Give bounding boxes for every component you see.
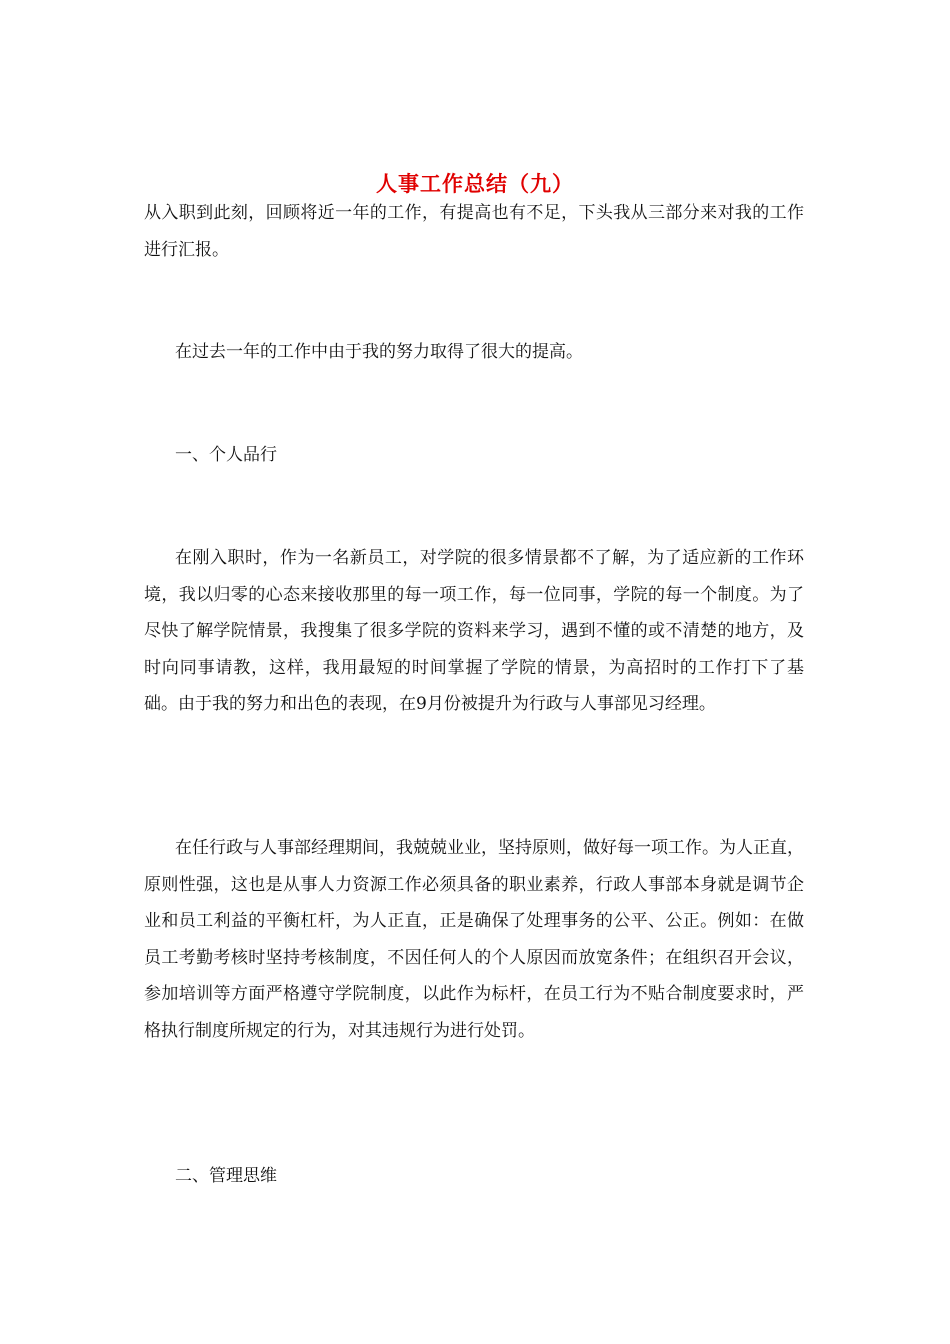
progress-paragraph: 在过去一年的工作中由于我的努力取得了很大的提高。: [175, 342, 583, 362]
manager-tenure-paragraph: 在任行政与人事部经理期间，我兢兢业业，坚持原则，做好每一项工作。为人正直，原则性强，这也是从事人力资源工作必须具备的职业素养，行政人事部本身就是调节企业和员工利益的平衡杠杆，为人正直，正是确保了处理事务的公平、公正。例如：在做员工考勤考核时坚持考核制度，不因任何人的个人原因而放宽条件；在组织召开会议，参加培训等方面严格遵守学院制度，以此作为标杆，在员工行为不贴合制度要求时，严格执行制度所规定的行为，对其违规行为进行处罚。: [144, 838, 804, 1041]
intro-paragraph: 从入职到此刻，回顾将近一年的工作，有提高也有不足，下头我从三部分来对我的工作进行汇报。: [144, 203, 804, 260]
section-heading-management-thinking: 二、管理思维: [175, 1166, 277, 1186]
document-title: 人事工作总结（九）: [376, 171, 574, 197]
onboarding-paragraph: 在刚入职时，作为一名新员工，对学院的很多情景都不了解，为了适应新的工作环境，我以归零的心态来接收那里的每一项工作，每一位同事，学院的每一个制度。为了尽快了解学院情景，我搜集了很多学院的资料来学习，遇到不懂的或不清楚的地方，及时向同事请教，这样，我用最短的时间掌握了学院的情景，为高招时的工作打下了基础。由于我的努力和出色的表现，在9月份被提升为行政与人事部见习经理。: [144, 548, 804, 714]
section-heading-personal-conduct: 一、个人品行: [175, 445, 277, 465]
